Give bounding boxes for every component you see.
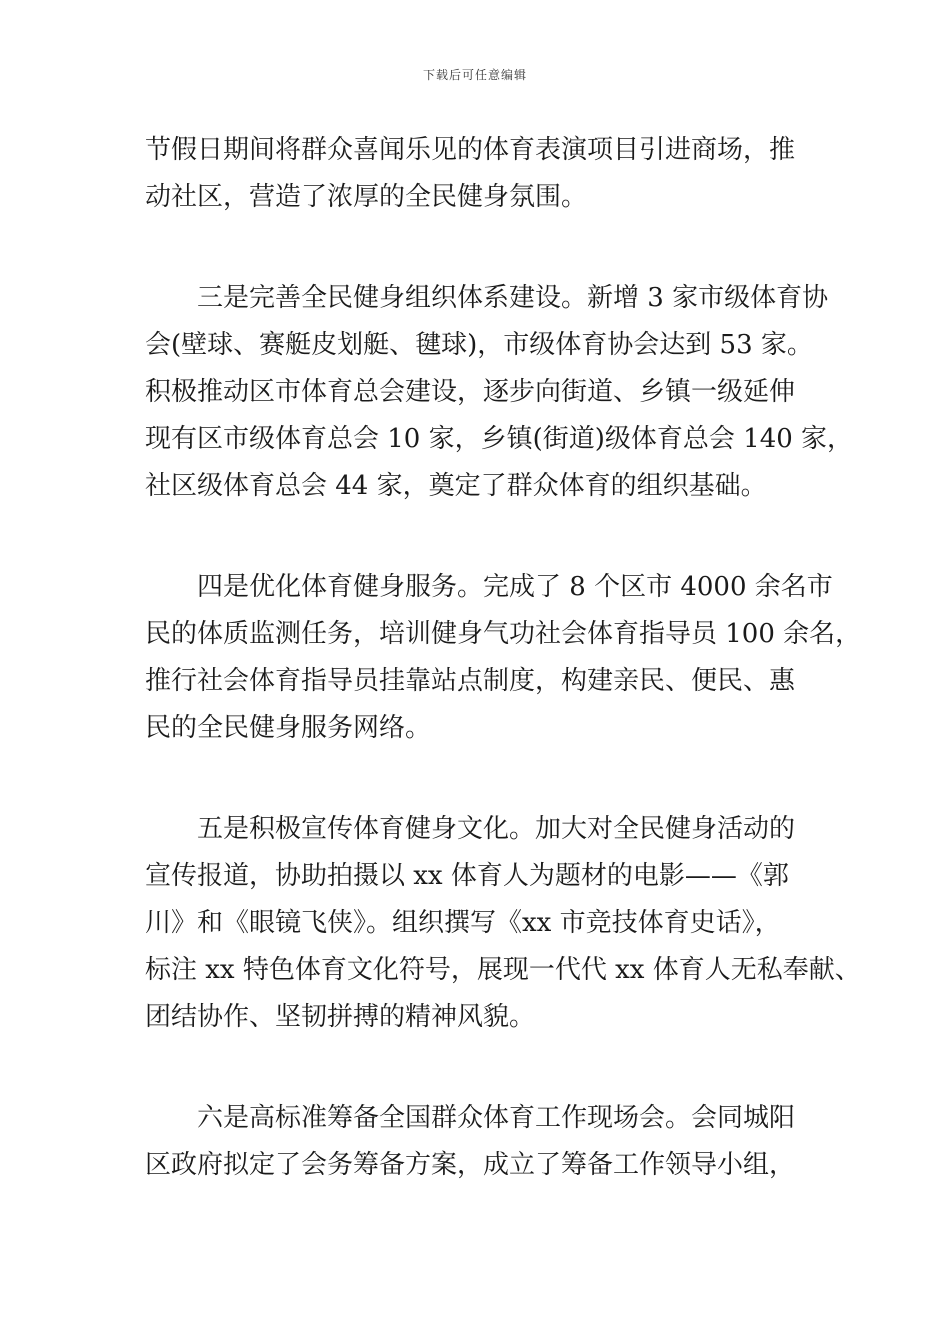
text-line: 区政府拟定了会务筹备方案，成立了筹备工作领导小组， <box>145 1150 796 1180</box>
text-line: 川》和《眼镜飞侠》。组织撰写《xx 市竞技体育史话》， <box>145 908 781 938</box>
paragraph-gap <box>145 1041 815 1095</box>
text-line: 节假日期间将群众喜闻乐见的体育表演项目引进商场，推 <box>145 135 796 165</box>
paragraph-gap <box>145 510 815 564</box>
text-line: 现有区市级体育总会 10 家，乡镇(街道)级体育总会 140 家， <box>145 424 854 454</box>
text-line: 宣传报道，协助拍摄以 xx 体育人为题材的电影——《郭 <box>145 861 789 891</box>
text-line: 积极推动区市体育总会建设，逐步向街道、乡镇一级延伸 <box>145 377 796 407</box>
page-header: 下载后可任意编辑 <box>422 68 527 82</box>
text-line: 会(壁球、赛艇皮划艇、毽球)，市级体育协会达到 53 家。 <box>145 330 813 360</box>
paragraph <box>145 1095 815 1189</box>
text-line: 标注 xx 特色体育文化符号，展现一代代 xx 体育人无私奉献、 <box>145 955 861 985</box>
text-line: 五是积极宣传体育健身文化。加大对全民健身活动的 <box>197 814 796 844</box>
text-line: 社区级体育总会 44 家，奠定了群众体育的组织基础。 <box>145 471 767 501</box>
paragraph <box>145 806 861 1041</box>
text-line: 民的全民健身服务网络。 <box>145 713 432 743</box>
text-line: 动社区，营造了浓厚的全民健身氛围。 <box>145 182 588 212</box>
paragraph <box>145 127 815 221</box>
paragraph <box>145 564 862 752</box>
text-line: 三是完善全民健身组织体系建设。新增 3 家市级体育协 <box>197 283 829 313</box>
document-body <box>145 127 862 1189</box>
text-line: 推行社会体育指导员挂靠站点制度，构建亲民、便民、惠 <box>145 666 796 696</box>
text-line: 团结协作、坚韧拼搏的精神风貌。 <box>145 1002 536 1032</box>
text-line: 四是优化体育健身服务。完成了 8 个区市 4000 余名市 <box>197 572 833 602</box>
paragraph <box>145 275 854 510</box>
paragraph-gap <box>145 752 815 806</box>
text-line: 民的体质监测任务，培训健身气功社会体育指导员 100 余名， <box>145 619 862 649</box>
text-line: 六是高标准筹备全国群众体育工作现场会。会同城阳 <box>197 1103 796 1133</box>
paragraph-gap <box>145 221 815 275</box>
